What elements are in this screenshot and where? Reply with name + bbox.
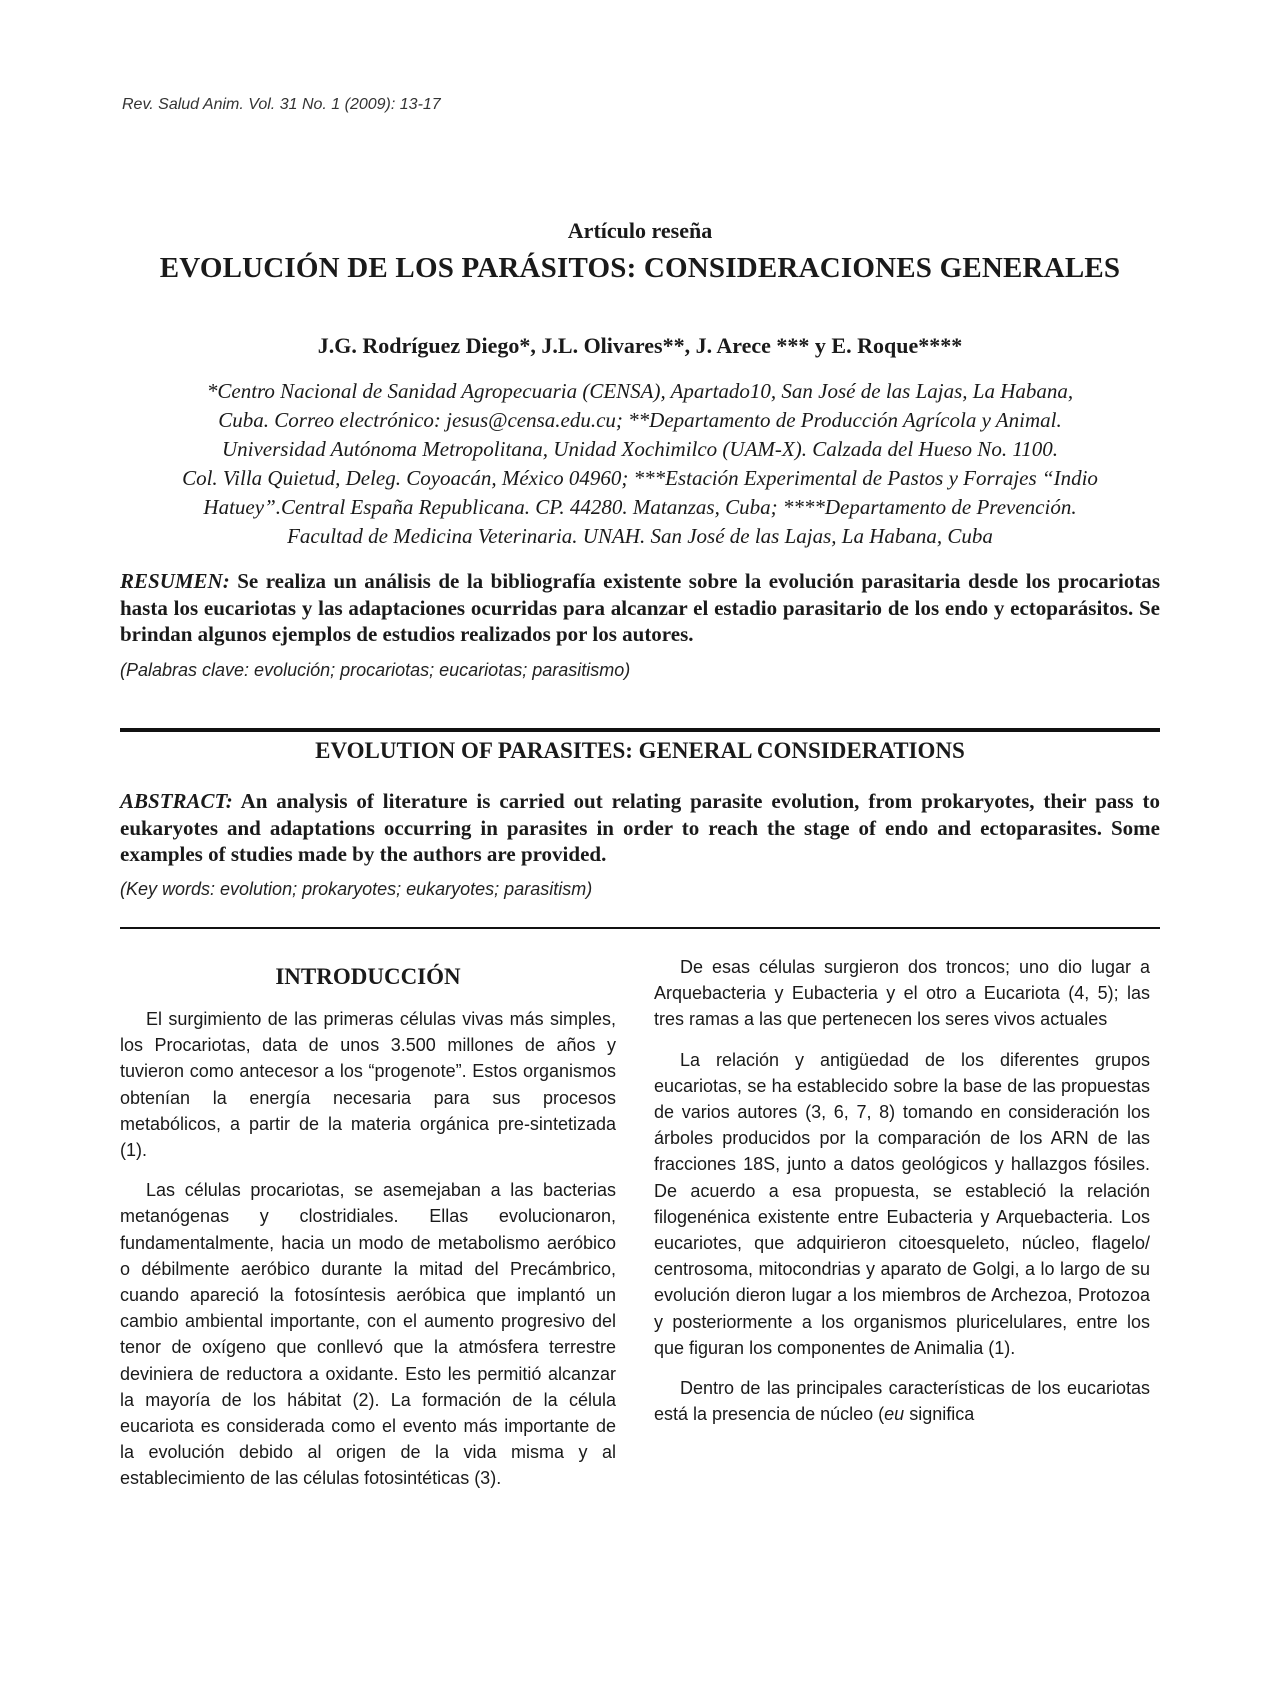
running-head: Rev. Salud Anim. Vol. 31 No. 1 (2009): 13-17 <box>122 96 441 113</box>
palabras-clave: (Palabras clave: evolución; procariotas; eucariotas; parasitismo) <box>120 660 631 680</box>
body-text: significa <box>904 1404 975 1425</box>
abstract-text: An analysis of literature is carried out relating parasite evolution, from prokaryotes, their pass to eukaryotes and adaptations occurring in parasites in order to reach the stage of endo and ectoparasites. Some examples of studies made by the authors are provided. <box>120 789 1160 866</box>
affiliation-line: Cuba. Correo electrónico: jesus@censa.edu.cu; **Departamento de Producción Agrícola y Animal. <box>218 408 1062 432</box>
body-text: Dentro de las principales características de los eucariotas está la presencia de núcleo ( <box>654 1378 1150 1425</box>
resumen-text: Se realiza un análisis de la bibliografía existente sobre la evolución parasitaria desde los procariotas hasta los eucariotas y las adaptaciones ocurridas para alcanzar el estadio parasitario de los endo y ectoparásitos. Se brindan algunos ejemplos de estudios realizados por los autores. <box>120 569 1160 646</box>
abstract <box>120 788 1160 868</box>
affiliation-line: Hatuey”.Central España Republicana. CP. 44280. Matanzas, Cuba; ****Departamento de Prevención. <box>203 495 1077 519</box>
english-title: EVOLUTION OF PARASITES: GENERAL CONSIDERATIONS <box>315 738 965 763</box>
section-heading: INTRODUCCIÓN <box>275 964 461 989</box>
body-paragraph: De esas células surgieron dos troncos; uno dio lugar a Arquebacteria y Eubacteria y el otro a Eucariota (4, 5); las tres ramas a las que pertenecen los seres vivos actuales <box>654 957 1150 1030</box>
affiliations <box>120 377 1160 551</box>
section-divider <box>120 927 1160 929</box>
body-paragraph: El surgimiento de las primeras células vivas más simples, los Procariotas, data de unos 3.500 millones de años y tuvieron como antecesor a los “progenote”. Estos organismos obtenían la energía necesaria para sus procesos metabólicos, a partir de la materia orgánica pre-sintetizada (1). <box>120 1009 616 1161</box>
body-paragraph: La relación y antigüedad de los diferentes grupos eucariotas, se ha establecido sobre la base de las propuestas de varios autores (3, 6, 7, 8) tomando en consideración los árboles producidos por la comparación de los ARN de las fracciones 18S, junto a datos geológicos y hallazgos fósiles. De acuerdo a esa propuesta, se estableció la relación filogenénica existente entre Eubacteria y Arquebacteria. Los eucariotes, que adquirieron citoesqueleto, núcleo, flagelo/ centrosoma, mitocondrias y aparato de Golgi, a lo largo de su evolución dieron lugar a los miembros de Archezoa, Protozoa y posteriormente a los organismos pluricelulares, entre los que figuran los componentes de Animalia (1). <box>654 1049 1150 1358</box>
key-words: (Key words: evolution; prokaryotes; eukaryotes; parasitism) <box>120 879 593 899</box>
article-title: EVOLUCIÓN DE LOS PARÁSITOS: CONSIDERACIONES GENERALES <box>159 252 1121 284</box>
article-type: Artículo reseña <box>567 218 713 243</box>
affiliation-line: *Centro Nacional de Sanidad Agropecuaria (CENSA), Apartado10, San José de las Lajas, La Habana, <box>206 379 1074 403</box>
section-divider <box>120 728 1160 732</box>
resumen-label: RESUMEN: <box>120 569 230 593</box>
body-column-left <box>120 954 616 1506</box>
abstract-label: ABSTRACT: <box>120 789 233 813</box>
affiliation-line: Col. Villa Quietud, Deleg. Coyoacán, México 04960; ***Estación Experimental de Pastos y Forrajes “Indio <box>182 466 1098 490</box>
affiliation-line: Facultad de Medicina Veterinaria. UNAH. San José de las Lajas, La Habana, Cuba <box>287 524 993 548</box>
body-paragraph: Las células procariotas, se asemejaban a las bacterias metanógenas y clostridiales. Ellas evolucionaron, fundamentalmente, hacia un modo de metabolismo aeróbico o débilmente aeróbico durante la mitad del Precámbrico, cuando apareció la fotosíntesis aeróbica que implantó un cambio ambiental importante, con el aumento progresivo del tenor de oxígeno que conllevó que la atmósfera terrestre deviniera de reductora a oxidante. Esto les permitió alcanzar la mayoría de los hábitat (2). La formación de la célula eucariota es considerada como el evento más importante de la evolución debido al origen de la vida misma y al establecimiento de las células fotosintéticas (3). <box>120 1180 616 1489</box>
body-paragraph <box>654 1375 1150 1427</box>
affiliation-line: Universidad Autónoma Metropolitana, Unidad Xochimilco (UAM-X). Calzada del Hueso No. 1100. <box>221 437 1059 461</box>
body-column-right <box>654 954 1150 1441</box>
authors: J.G. Rodríguez Diego*, J.L. Olivares**, J. Arece *** y E. Roque**** <box>317 333 963 358</box>
resumen <box>120 568 1160 648</box>
body-text-italic: eu <box>884 1404 905 1425</box>
